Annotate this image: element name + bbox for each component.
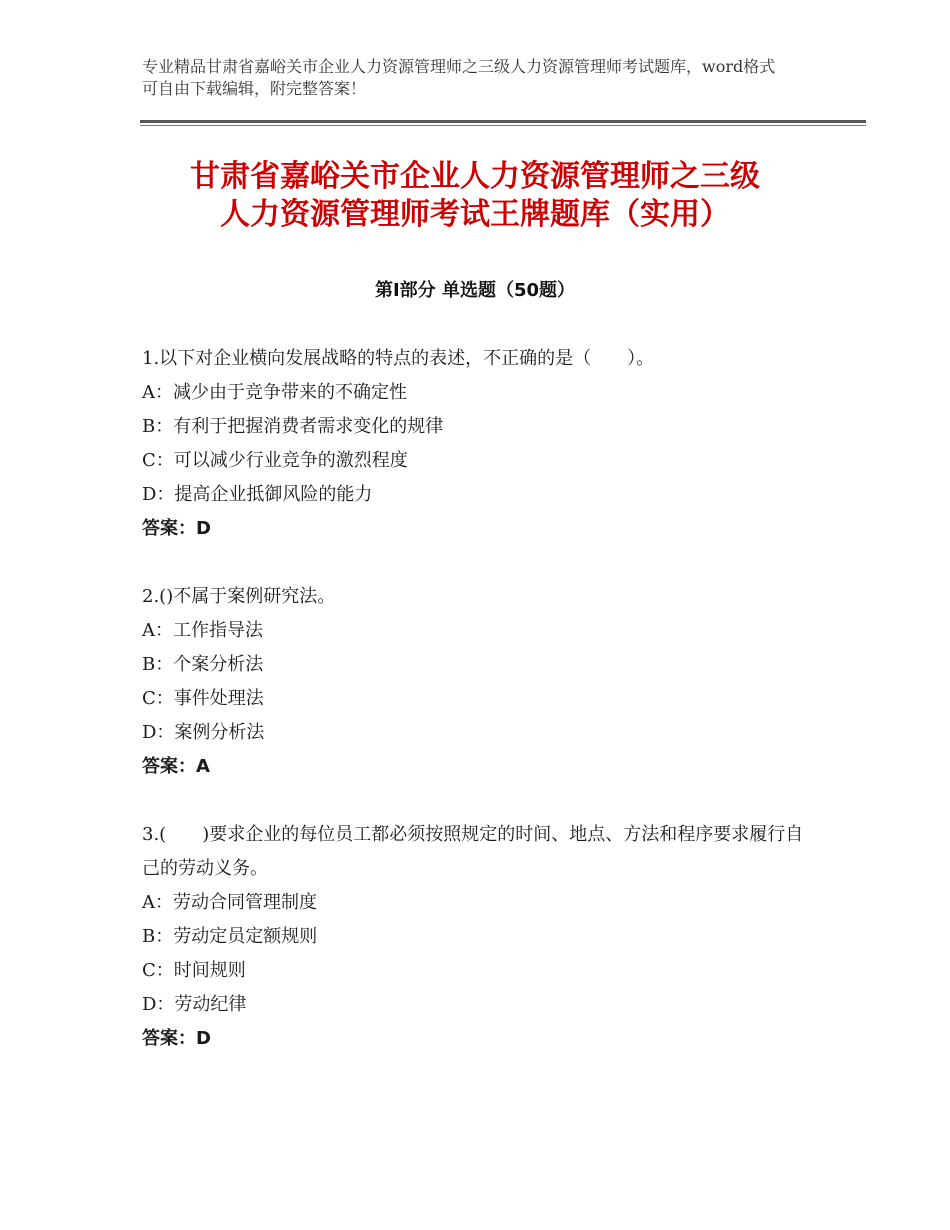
option-b: B：有利于把握消费者需求变化的规律 [142, 416, 444, 437]
header-rule-thin [140, 125, 866, 126]
title-line-1: 甘肃省嘉峪关市企业人力资源管理师之三级 [190, 159, 760, 194]
answer: 答案：A [142, 756, 210, 777]
option-c: C：可以减少行业竞争的激烈程度 [142, 450, 408, 471]
question-1 [142, 342, 812, 546]
header-rule-thick [140, 120, 866, 123]
option-a: A：劳动合同管理制度 [142, 892, 317, 913]
option-d: D：提高企业抵御风险的能力 [142, 484, 373, 505]
section-title: 第Ⅰ部分 单选题（50题） [374, 280, 575, 301]
question-text: 1.以下对企业横向发展战略的特点的表述，不正确的是（ ）。 [142, 348, 655, 369]
option-a: A：减少由于竞争带来的不确定性 [142, 382, 407, 403]
header-note: 专业精品甘肃省嘉峪关市企业人力资源管理师之三级人力资源管理师考试题库，word格式可自由下载编辑，附完整答案！ [142, 57, 776, 98]
option-b: B：个案分析法 [142, 654, 264, 675]
title-line-2: 人力资源管理师考试王牌题库（实用） [220, 197, 730, 232]
answer: 答案：D [142, 1028, 211, 1049]
option-a: A：工作指导法 [142, 620, 263, 641]
question-3 [142, 818, 812, 1056]
question-list [142, 342, 812, 1090]
option-d: D：劳动纪律 [142, 994, 247, 1015]
document-title [120, 158, 830, 234]
question-text: 2.()不属于案例研究法。 [142, 586, 336, 607]
option-c: C：事件处理法 [142, 688, 264, 709]
option-b: B：劳动定员定额规则 [142, 926, 318, 947]
answer: 答案：D [142, 518, 211, 539]
option-d: D：案例分析法 [142, 722, 265, 743]
option-c: C：时间规则 [142, 960, 246, 981]
question-2 [142, 580, 812, 784]
question-text: 3.( )要求企业的每位员工都必须按照规定的时间、地点、方法和程序要求履行自己的劳动义务。 [142, 824, 804, 879]
